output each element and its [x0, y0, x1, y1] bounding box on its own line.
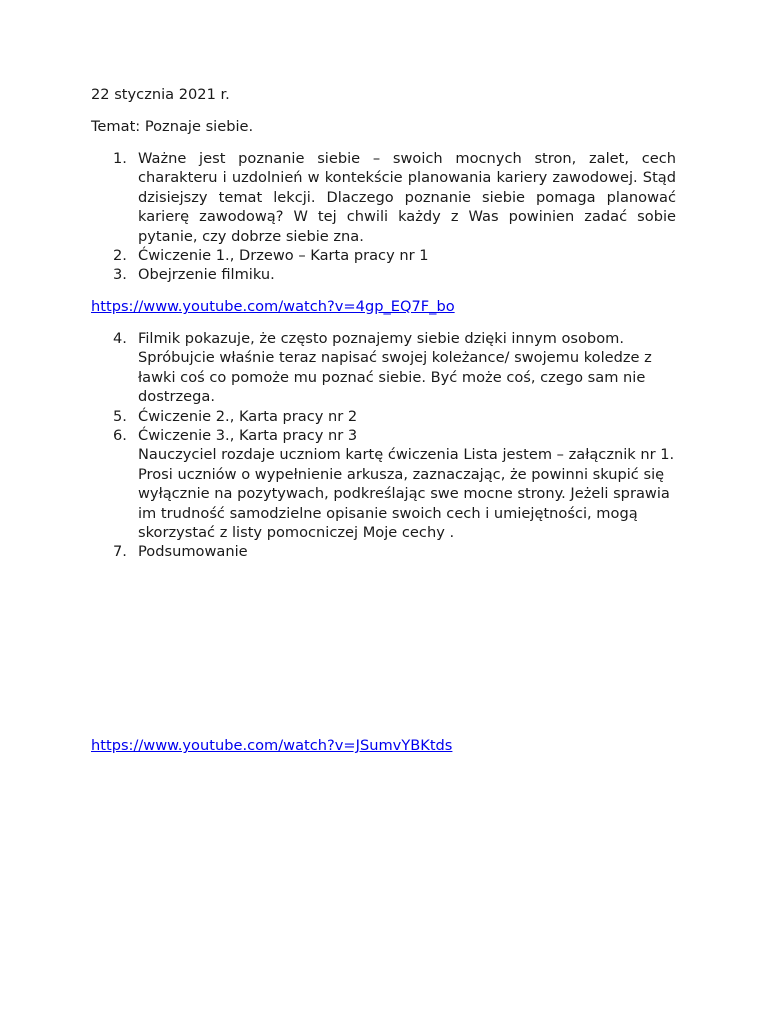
list-item	[91, 265, 676, 284]
list-item-number: 4.	[113, 330, 127, 347]
document-date: 22 stycznia 2021 r.	[91, 86, 230, 103]
youtube-link-1[interactable]: https://www.youtube.com/watch?v=4gp_EQ7F_bo	[91, 298, 455, 315]
list-item-content	[138, 426, 676, 542]
list-item-number: 1.	[113, 150, 127, 167]
list-item	[91, 246, 676, 265]
list-item-text: Ważne jest poznanie siebie – swoich mocnych stron, zalet, cech charakteru i uzdolnień w kontekście planowania kariery zawodowej. Stąd dzisiejszy temat lekcji. Dlaczego poznanie siebie pomaga planować karierę zawodową? W tej chwili każdy z Was powinien zadać sobie pytanie, czy dobrze siebie zna.	[138, 150, 676, 245]
list-item-text: Ćwiczenie 1., Drzewo – Karta pracy nr 1	[138, 247, 429, 265]
list-item-number: 6.	[113, 427, 127, 445]
list-item-text: Filmik pokazuje, że często poznajemy siebie dzięki innym osobom. Spróbujcie właśnie teraz napisać swojej koleżance/ swojemu koledze z ławki coś co pomoże mu poznać siebie. Być może coś, czego sam nie dostrzega.	[138, 330, 652, 406]
list-item	[91, 426, 676, 542]
list-item-number: 3.	[113, 266, 127, 284]
list-item-description: Nauczyciel rozdaje uczniom kartę ćwiczenia Lista jestem – załącznik nr 1. Prosi uczniów o wypełnienie arkusza, zaznaczając, że powinni skupić się wyłącznie na pozytywach, podkreślając swe mocne strony. Jeżeli sprawia im trudność samodzielne opisanie swoich cech i umiejętności, mogą skorzystać z listy pomocniczej Moje cechy .	[138, 446, 675, 542]
list-item-text: Podsumowanie	[138, 543, 248, 561]
list-item-number: 5.	[113, 407, 127, 425]
list-item-text: Obejrzenie filmiku.	[138, 266, 275, 284]
list-item-text: Ćwiczenie 3., Karta pracy nr 3	[138, 427, 358, 445]
list-item	[91, 407, 676, 426]
list-item-text: Ćwiczenie 2., Karta pracy nr 2	[138, 407, 358, 425]
list-item-number: 7.	[113, 543, 127, 561]
lesson-steps-list-continued	[91, 329, 676, 562]
list-item	[91, 329, 676, 407]
lesson-steps-list	[91, 149, 676, 285]
lesson-topic: Temat: Poznaje siebie.	[91, 118, 254, 135]
youtube-link-2[interactable]: https://www.youtube.com/watch?v=JSumvYBKtds	[91, 737, 453, 754]
list-item-number: 2.	[113, 247, 127, 265]
list-item	[91, 149, 676, 246]
list-item	[91, 542, 676, 561]
